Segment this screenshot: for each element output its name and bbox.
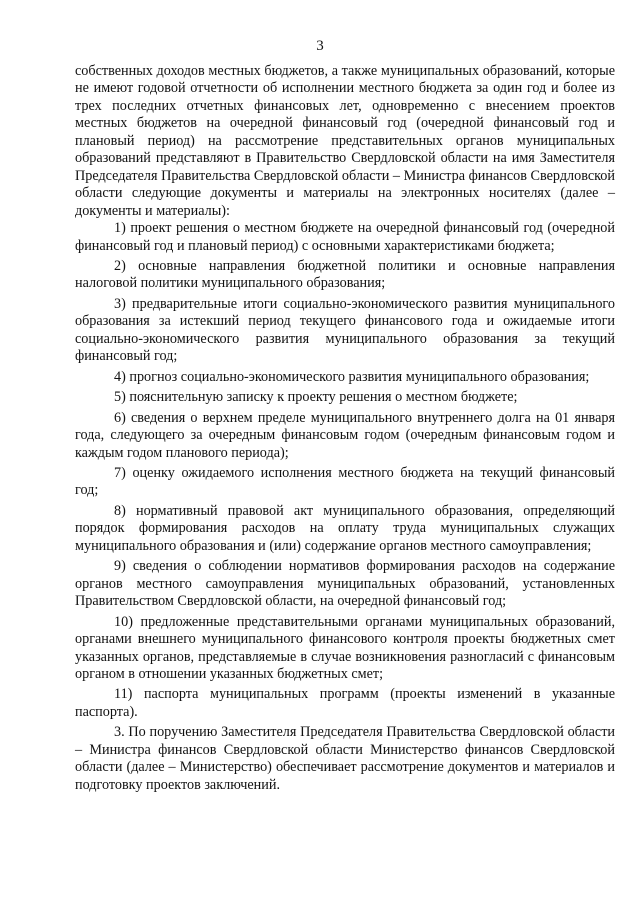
list-item-3: 3) предварительные итоги социально-экономического развития муниципального образования за истекший период текущего финансового года и ожидаемые итоги социально-экономического развития муниципального образования за текущий финансовый год;	[75, 295, 615, 365]
page-number: 3	[316, 38, 324, 54]
list-item-8: 8) нормативный правовой акт муниципального образования, определяющий порядок формирования расходов на оплату труда муниципальных служащих муниципального образования и (или) содержание органов местного самоуправления;	[75, 502, 615, 554]
paragraph-section-3: 3. По поручению Заместителя Председателя Правительства Свердловской области – Министра финансов Свердловской области Министерство финансов Свердловской области (далее – Министерство) обеспечивает рассмотрение документов и материалов и подготовку проектов заключений.	[75, 724, 615, 793]
paragraph-intro: собственных доходов местных бюджетов, а также муниципальных образований, которые не имеют годовой отчетности об исполнении местного бюджета за один год и более из трех последних отчетных финансовых лет, одновременно с внесением проектов местных бюджетов на очередной финансовый год (очередной финансовый год и плановый период) на рассмотрение представительных органов муниципальных образований представляют в Правительство Свердловской области на имя Заместителя Председателя Правительства Свердловской области – Министра финансов Свердловской области следующие документы и материалы на электронных носителях (далее – документы и материалы):	[75, 63, 615, 219]
list-item-5: 5) пояснительную записку к проекту решения о местном бюджете;	[114, 389, 518, 406]
document-body	[75, 63, 615, 794]
list-item-9: 9) сведения о соблюдении нормативов формирования расходов на содержание органов местного самоуправления муниципальных образований, установленных Правительством Свердловской области, на очередной финансовый год;	[75, 558, 615, 610]
list-item-2: 2) основные направления бюджетной политики и основные направления налоговой политики муниципального образования;	[75, 257, 615, 292]
list-item-10: 10) предложенные представительными органами муниципальных образований, органами внешнего муниципального финансового контроля проекты бюджетных смет указанных органов, представляемые в случае возникновения разногласий с финансовым органом в отношении указанных бюджетных смет;	[75, 613, 615, 682]
list-item-11: 11) паспорта муниципальных программ (проекты изменений в указанные паспорта).	[75, 686, 615, 720]
list-item-6: 6) сведения о верхнем пределе муниципального внутреннего долга на 01 января года, следующего за очередным финансовым годом (очередным финансовым годом и каждым годом планового периода);	[75, 409, 615, 461]
list-item-7: 7) оценку ожидаемого исполнения местного бюджета на текущий финансовый год;	[75, 464, 615, 499]
list-item-1: 1) проект решения о местном бюджете на очередной финансовый год (очередной финансовый год и плановый период) с основными характеристиками бюджета;	[75, 220, 615, 254]
list-item-4: 4) прогноз социально-экономического развития муниципального образования;	[114, 368, 590, 385]
